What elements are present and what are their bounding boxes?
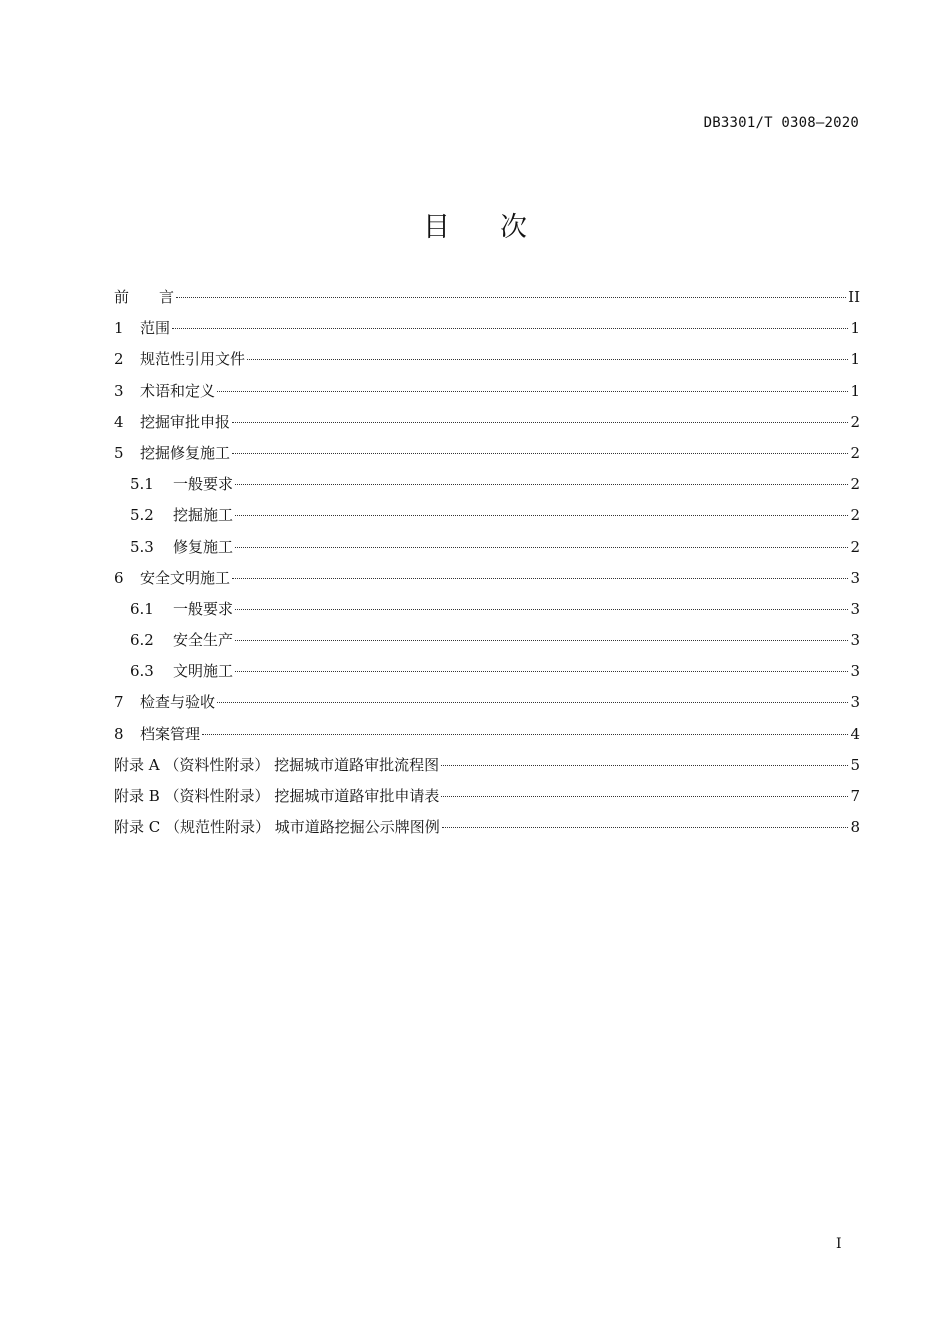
toc-entry-page: 1	[850, 350, 860, 369]
toc-entry-page: 8	[850, 818, 860, 837]
toc-entry[interactable]	[114, 812, 860, 843]
toc-entry-number: 4	[114, 412, 124, 431]
toc-dot-leader	[235, 547, 848, 548]
toc-dot-leader	[217, 391, 848, 392]
toc-entry-label: 挖掘修复施工	[140, 443, 231, 462]
toc-dot-leader	[247, 359, 848, 360]
toc-entry-label: 挖掘施工	[173, 506, 234, 525]
toc-dot-leader	[235, 640, 848, 641]
toc-entry-label: 附录 A （资料性附录） 挖掘城市道路审批流程图	[114, 755, 440, 774]
toc-entry-page: 4	[850, 724, 860, 743]
toc-entry-label: 档案管理	[140, 724, 201, 743]
toc-entry-label: 挖掘审批申报	[140, 412, 231, 431]
toc-entry[interactable]	[114, 282, 860, 313]
toc-entry[interactable]	[114, 687, 860, 718]
toc-entry[interactable]	[114, 781, 860, 812]
toc-entry[interactable]	[114, 313, 860, 344]
toc-dot-leader	[442, 827, 848, 828]
document-code: DB3301/T 0308—2020	[703, 115, 859, 131]
toc-dot-leader	[441, 765, 848, 766]
toc-entry-number: 5	[114, 443, 124, 462]
toc-entry[interactable]	[114, 625, 860, 656]
toc-entry-number: 5.1	[130, 475, 154, 494]
page-number: I	[836, 1236, 842, 1252]
toc-entry-page: 2	[850, 506, 860, 525]
toc-dot-leader	[235, 671, 848, 672]
toc-entry-label: 检查与验收	[140, 693, 216, 712]
toc-entry-number: 8	[114, 724, 124, 743]
toc-entry-label: 规范性引用文件	[140, 350, 246, 369]
toc-entry[interactable]	[114, 719, 860, 750]
toc-entry-label: 前 言	[114, 288, 175, 306]
toc-entry-page: 2	[850, 475, 860, 494]
toc-entry[interactable]	[114, 563, 860, 594]
toc-entry-page: 7	[850, 787, 860, 805]
toc-entry-number: 5.3	[130, 537, 154, 556]
toc-entry-label: 修复施工	[173, 537, 234, 556]
toc-entry-number: 3	[114, 381, 124, 400]
toc-dot-leader	[232, 453, 848, 454]
toc-entry[interactable]	[114, 376, 860, 407]
toc-entry[interactable]	[114, 344, 860, 375]
toc-entry-page: 5	[850, 755, 860, 774]
toc-entry-number: 2	[114, 350, 124, 369]
toc-entry-label: 一般要求	[173, 599, 234, 618]
toc-entry-number: 6.3	[130, 662, 154, 681]
toc-dot-leader	[202, 734, 848, 735]
toc-entry[interactable]	[114, 469, 860, 500]
toc-entry-page: 1	[850, 381, 860, 400]
toc-entry-number: 6.1	[130, 599, 154, 618]
toc-dot-leader	[172, 328, 848, 329]
toc-entry-page: 3	[850, 568, 860, 587]
toc-dot-leader	[235, 515, 848, 516]
toc-entry-page: 2	[850, 412, 860, 431]
toc-entry[interactable]	[114, 532, 860, 563]
toc-entry-page: 2	[850, 443, 860, 462]
toc-entry-number: 1	[114, 319, 124, 338]
title-part-2: 次	[500, 212, 527, 243]
toc-entry[interactable]	[114, 500, 860, 531]
toc-entry-page: 3	[850, 662, 860, 681]
toc-entry-label: 术语和定义	[140, 381, 216, 400]
page-title	[0, 205, 950, 244]
toc-entry-label: 安全文明施工	[140, 568, 231, 587]
toc-entry-page: 1	[850, 319, 860, 338]
toc-entry-number: 7	[114, 693, 124, 712]
toc-dot-leader	[232, 578, 848, 579]
title-part-1: 目	[423, 212, 450, 243]
toc-dot-leader	[176, 297, 846, 298]
toc-entry[interactable]	[114, 438, 860, 469]
toc-entry-label: 文明施工	[173, 662, 234, 681]
toc-entry-label: 安全生产	[173, 631, 234, 650]
toc-entry-page: II	[848, 288, 860, 306]
toc-entry-label: 附录 C （规范性附录） 城市道路挖掘公示牌图例	[114, 818, 440, 837]
toc-dot-leader	[232, 422, 848, 423]
toc-entry-page: 3	[850, 599, 860, 618]
toc-entry-page: 3	[850, 631, 860, 650]
toc-entry-label: 范围	[140, 319, 171, 338]
toc-entry[interactable]	[114, 750, 860, 781]
toc-entry[interactable]	[114, 407, 860, 438]
toc-dot-leader	[217, 702, 848, 703]
toc-entry-number: 5.2	[130, 506, 154, 525]
toc-entry-page: 3	[850, 693, 860, 712]
toc-dot-leader	[235, 609, 848, 610]
toc-dot-leader	[235, 484, 848, 485]
toc-entry[interactable]	[114, 594, 860, 625]
toc-entry-label: 附录 B （资料性附录） 挖掘城市道路审批申请表	[114, 787, 440, 805]
table-of-contents	[114, 282, 860, 843]
toc-entry-number: 6.2	[130, 631, 154, 650]
toc-entry[interactable]	[114, 656, 860, 687]
toc-entry-page: 2	[850, 537, 860, 556]
toc-entry-number: 6	[114, 568, 124, 587]
toc-dot-leader	[441, 796, 848, 797]
toc-entry-label: 一般要求	[173, 475, 234, 494]
